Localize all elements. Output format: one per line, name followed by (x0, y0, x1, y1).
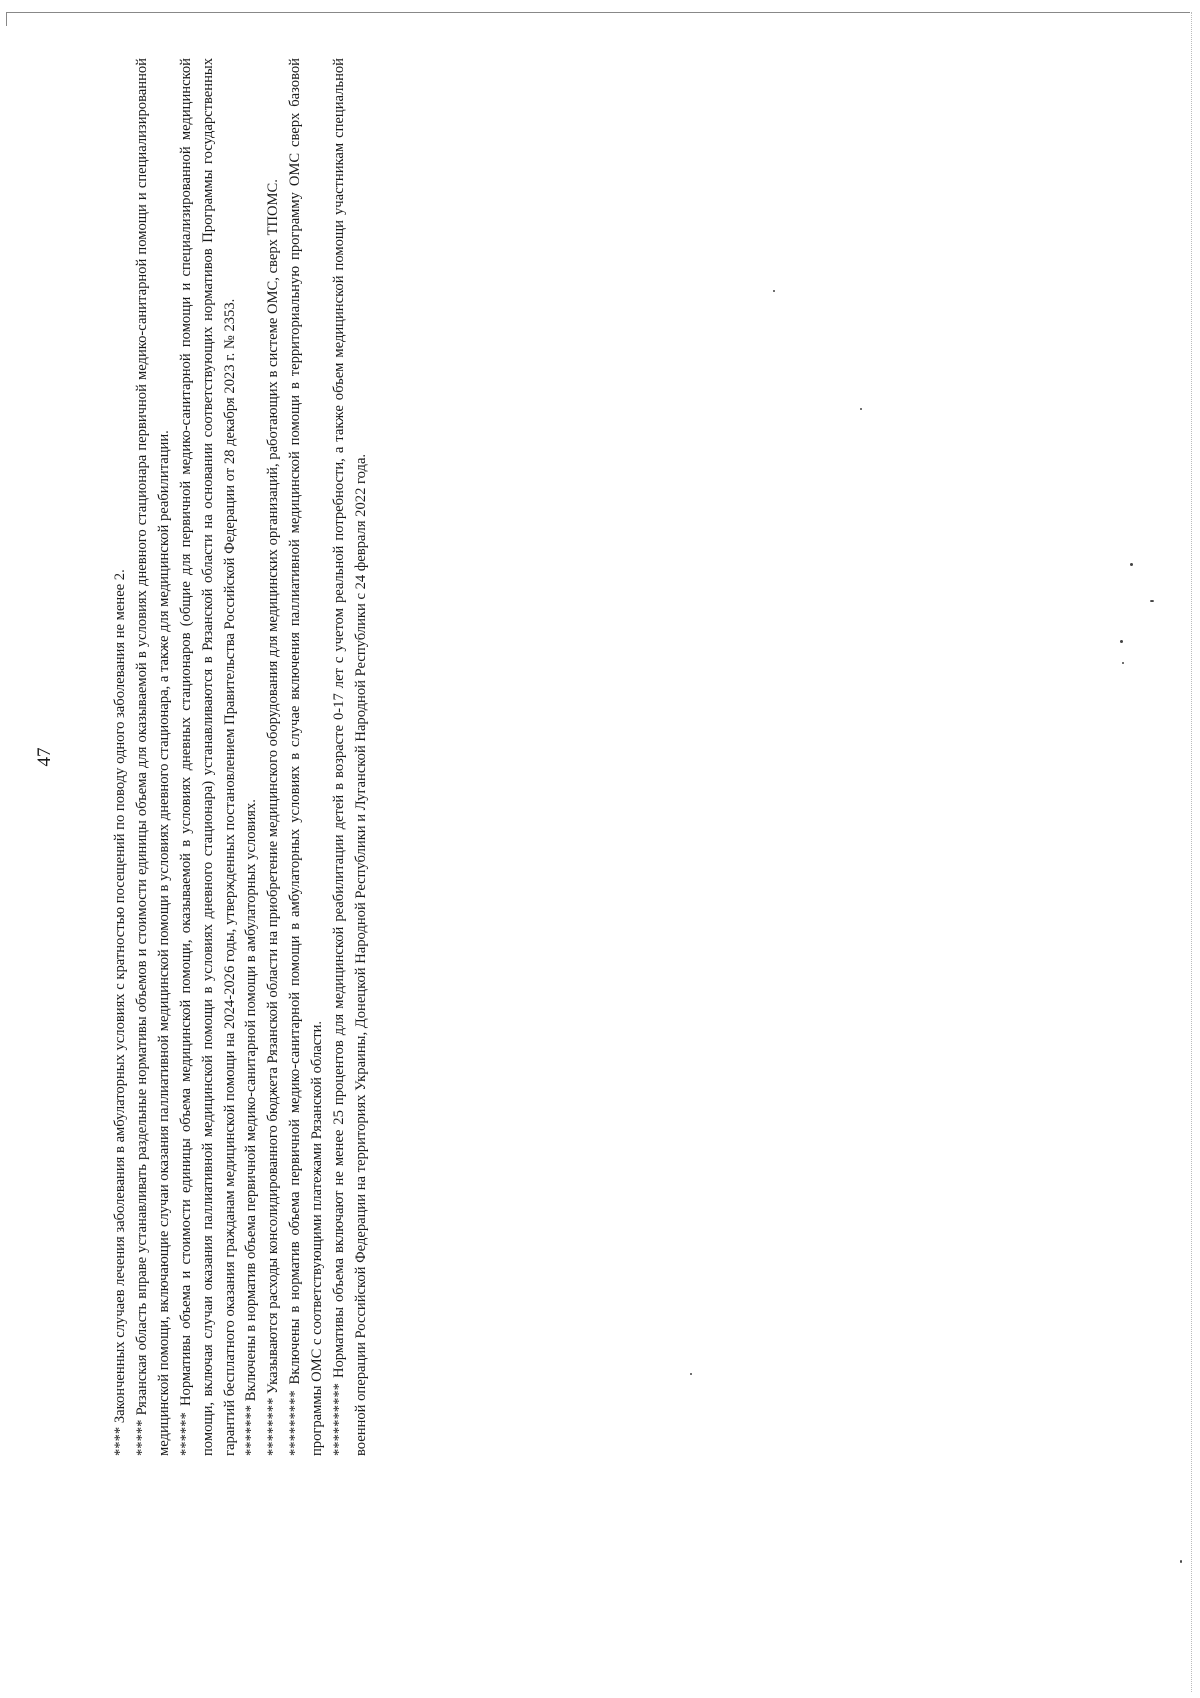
rotated-document-page (34, 58, 472, 1456)
footnotes-block (110, 58, 373, 1456)
footnote-5-stars: ***** Рязанская область вправе устанавливать раздельные нормативы объемов и стоимости единицы объема для оказываемой в условиях дневного стационара первичной медико-санитарной помощи и специализированной медицинской помощи, включающие случаи оказания паллиативной медицинской помощи в условиях дневного стационара, а также для медицинской реабилитации. (133, 58, 172, 1456)
footnote-4-stars: **** Законченных случаев лечения заболевания в амбулаторных условиях с кратностью посещений по поводу одного заболевания не менее 2. (112, 569, 128, 1456)
footnote-6-stars: ****** Нормативы объема и стоимости единицы объема медицинской помощи, оказываемой в условиях дневных стационаров (общие для первичной медико-санитарной помощи и специализированной медицинской помощи, включая случаи оказания паллиативной медицинской помощи в условиях дневного стационара) устанавливаются в Рязанской области на основании соответствующих нормативов Программы государственных гарантий бесплатного оказания гражданам медицинской помощи на 2024-2026 годы, утвержденных постановлением Правительства Российской Федерации от 28 декабря 2023 г. № 2353. (177, 58, 238, 1456)
scan-border-top (6, 12, 1190, 13)
footnote-7-stars: ******* Включены в норматив объема первичной медико-санитарной помощи в амбулаторных условиях. (243, 799, 260, 1456)
footnote-10-stars: ********** Нормативы объема включают не менее 25 процентов для медицинской реабилитации детей в возрасте 0-17 лет с учетом реальной потребности, а также объем медицинской помощи участникам специальной военной операции Российской Федерации на территориях Украины, Донецкой Народной Республики и Луганской Народной Республики с 24 февраля 2022 года. (331, 58, 369, 1456)
scan-border-right (1191, 12, 1192, 1692)
page-number: 47 (34, 747, 55, 767)
footnote-9-stars: ********* Включены в норматив объема первичной медико-санитарной помощи в амбулаторных условиях в случае включения паллиативной медицинской помощи в территориальную программу ОМС сверх базовой программы ОМС с соответствующими платежами Рязанской области. (287, 58, 326, 1456)
scan-border-left (6, 12, 7, 26)
footnote-8-stars: ******** Указываются расходы консолидированного бюджета Рязанской области на приобретение медицинского оборудования для медицинских организаций, работающих в системе ОМС, сверх ТПОМС. (265, 179, 282, 1456)
